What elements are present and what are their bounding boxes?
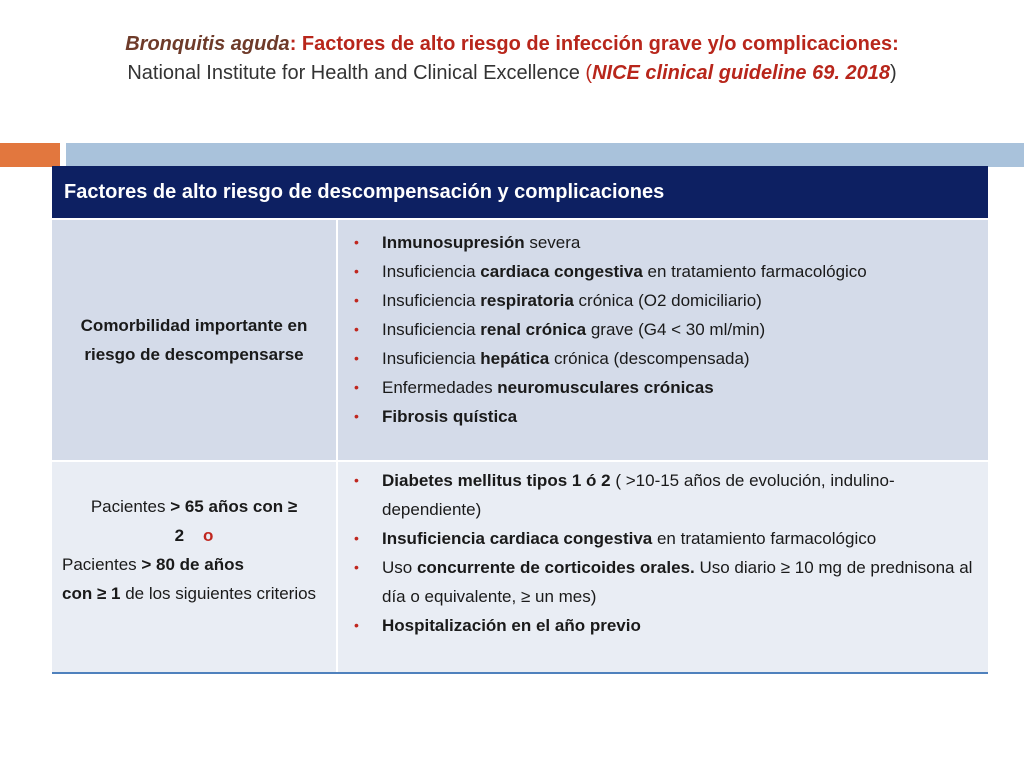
- accent-band-blue: [66, 143, 1024, 167]
- criteria-item: [354, 402, 978, 431]
- title-colon: :: [289, 33, 302, 55]
- title-guideline: NICE clinical guideline 69. 2018: [592, 62, 890, 84]
- criteria-emphasis: Hospitalización en el año previo: [382, 616, 641, 635]
- age-condition-a: [62, 492, 326, 550]
- criteria-item: [354, 286, 978, 315]
- criteria-text: ( >10-15 años de evolución, indulino-dependiente): [382, 471, 895, 519]
- criteria-list: [354, 228, 978, 431]
- age-label-a-count: 2: [174, 526, 185, 545]
- criteria-text: Insuficiencia: [382, 349, 481, 368]
- accent-band-orange: [0, 143, 60, 167]
- row-label-age: [52, 462, 338, 672]
- criteria-text: en tratamiento farmacológico: [652, 529, 877, 548]
- bullet-icon: •: [354, 408, 359, 424]
- age-condition-b: [62, 550, 326, 608]
- table-header: Factores de alto riesgo de descompensación y complicaciones: [52, 166, 988, 218]
- bullet-icon: •: [354, 617, 359, 633]
- criteria-text: Uso diario ≥ 10 mg de prednisona al día o equivalente, ≥ un mes): [382, 558, 973, 606]
- title-rest: Factores de alto riesgo de infección grave y/o complicaciones:: [301, 33, 899, 55]
- criteria-text: Enfermedades: [382, 378, 498, 397]
- criteria-text: Insuficiencia: [382, 291, 481, 310]
- criteria-item: [354, 611, 978, 640]
- age-label-a-prefix: Pacientes: [90, 497, 171, 516]
- bullet-icon: •: [354, 292, 359, 308]
- criteria-emphasis: renal crónica: [480, 320, 587, 339]
- title-line-1: [20, 30, 1004, 59]
- age-label-a-threshold: > 65 años con ≥: [170, 497, 298, 516]
- criteria-text: grave (G4 < 30 ml/min): [586, 320, 766, 339]
- criteria-list: [354, 466, 978, 640]
- criteria-emphasis: hepática: [480, 349, 550, 368]
- criteria-text: severa: [524, 233, 581, 252]
- row-label-text: Comorbilidad importante en riesgo de descompensarse: [80, 316, 308, 364]
- table-row-comorbidity: [52, 220, 988, 460]
- criteria-item: [354, 257, 978, 286]
- age-label-b-threshold: > 80 de años: [141, 555, 244, 574]
- age-label-b-suffix: de los siguientes criterios: [120, 584, 317, 603]
- criteria-text: crónica (descompensada): [549, 349, 750, 368]
- criteria-text: en tratamiento farmacológico: [642, 262, 867, 281]
- row-criteria-comorbidity: [340, 220, 988, 460]
- criteria-text: Insuficiencia: [382, 262, 481, 281]
- criteria-text: crónica (O2 domiciliario): [573, 291, 762, 310]
- age-label-b-count: con ≥ 1: [62, 584, 121, 603]
- criteria-item: [354, 228, 978, 257]
- criteria-item: [354, 524, 978, 553]
- table-row-age: [52, 462, 988, 672]
- age-label-or: o: [202, 526, 214, 545]
- criteria-emphasis: cardiaca congestiva: [480, 262, 643, 281]
- criteria-item: [354, 315, 978, 344]
- title-paren-open: (: [585, 62, 593, 84]
- criteria-item: [354, 344, 978, 373]
- bullet-icon: •: [354, 234, 359, 250]
- bullet-icon: •: [354, 321, 359, 337]
- bullet-icon: •: [354, 530, 359, 546]
- criteria-emphasis: respiratoria: [480, 291, 574, 310]
- row-criteria-age: [340, 462, 988, 672]
- criteria-emphasis: Diabetes mellitus tipos 1 ó 2: [382, 471, 611, 490]
- title-lead: Bronquitis aguda: [125, 33, 290, 55]
- criteria-text: Insuficiencia: [382, 320, 481, 339]
- title-paren-close: ): [889, 62, 897, 84]
- criteria-emphasis: Fibrosis quística: [382, 407, 518, 426]
- criteria-item: [354, 466, 978, 524]
- criteria-emphasis: Inmunosupresión: [382, 233, 525, 252]
- title-source: National Institute for Health and Clinical Excellence: [127, 62, 586, 84]
- criteria-item: [354, 553, 978, 611]
- bullet-icon: •: [354, 472, 359, 488]
- criteria-text: Uso: [382, 558, 417, 577]
- row-label-comorbidity: [52, 220, 338, 460]
- bullet-icon: •: [354, 350, 359, 366]
- age-label-b-prefix: Pacientes: [62, 555, 142, 574]
- bullet-icon: •: [354, 263, 359, 279]
- risk-factors-table: [52, 166, 988, 674]
- criteria-emphasis: neuromusculares crónicas: [497, 378, 714, 397]
- bullet-icon: •: [354, 379, 359, 395]
- criteria-emphasis: concurrente de corticoides orales.: [416, 558, 695, 577]
- criteria-item: [354, 373, 978, 402]
- title-line-2: [20, 59, 1004, 88]
- criteria-emphasis: Insuficiencia cardiaca congestiva: [382, 529, 653, 548]
- slide-title: [20, 30, 1004, 88]
- bullet-icon: •: [354, 559, 359, 575]
